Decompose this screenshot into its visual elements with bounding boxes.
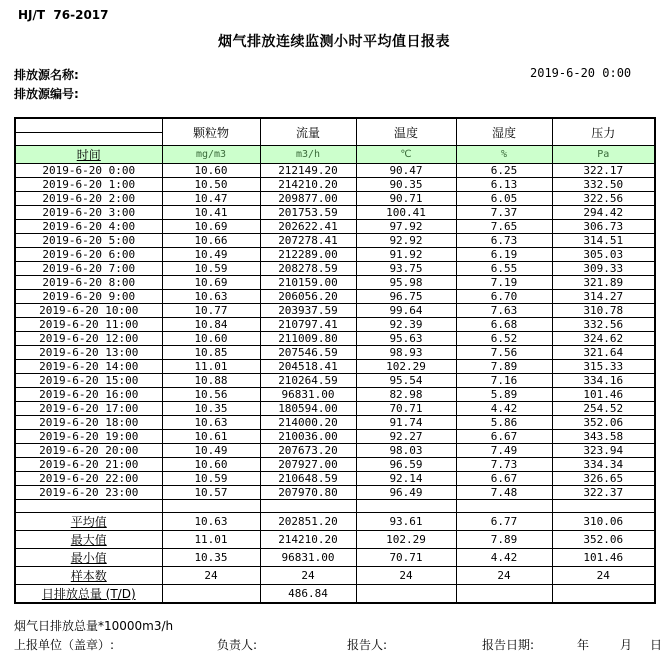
- time-cell: 2019-6-20 12:00: [15, 332, 162, 346]
- report-date-label: 报告日期:: [482, 638, 535, 652]
- hour-rows: [15, 164, 655, 500]
- total-emission-note: 烟气日排放总量*10000m3/h: [14, 619, 174, 633]
- value-cell: 201753.59: [260, 206, 356, 220]
- value-cell: 102.29: [356, 360, 456, 374]
- time-cell: 2019-6-20 2:00: [15, 192, 162, 206]
- value-cell: 10.84: [162, 318, 260, 332]
- value-cell: 10.69: [162, 276, 260, 290]
- column-header-temperature: 温度: [356, 118, 456, 146]
- responsible-person-label: 负责人:: [217, 638, 258, 652]
- column-header-row: [15, 118, 655, 146]
- report-datetime: 2019-6-20 0:00: [530, 66, 632, 80]
- summary-value: 486.84: [260, 585, 356, 604]
- value-cell: 7.89: [456, 360, 552, 374]
- value-cell: 7.48: [456, 486, 552, 500]
- year-label: 年: [577, 638, 590, 652]
- summary-value: 101.46: [552, 549, 655, 567]
- value-cell: 6.67: [456, 472, 552, 486]
- value-cell: 207927.00: [260, 458, 356, 472]
- value-cell: 180594.00: [260, 402, 356, 416]
- value-cell: 90.35: [356, 178, 456, 192]
- value-cell: 210036.00: [260, 430, 356, 444]
- value-cell: 6.52: [456, 332, 552, 346]
- value-cell: 212289.00: [260, 248, 356, 262]
- value-cell: 334.16: [552, 374, 655, 388]
- value-cell: 5.86: [456, 416, 552, 430]
- value-cell: 7.56: [456, 346, 552, 360]
- unit-pm: mg/m3: [162, 146, 260, 164]
- time-cell: 2019-6-20 23:00: [15, 486, 162, 500]
- table-row: [15, 430, 655, 444]
- value-cell: 10.69: [162, 220, 260, 234]
- table-row: [15, 276, 655, 290]
- table-row: [15, 206, 655, 220]
- value-cell: 310.78: [552, 304, 655, 318]
- page-title: 烟气排放连续监测小时平均值日报表: [218, 34, 450, 50]
- value-cell: 10.49: [162, 248, 260, 262]
- value-cell: 315.33: [552, 360, 655, 374]
- value-cell: 210159.00: [260, 276, 356, 290]
- value-cell: 324.62: [552, 332, 655, 346]
- value-cell: 10.35: [162, 402, 260, 416]
- table-row: [15, 402, 655, 416]
- value-cell: 343.58: [552, 430, 655, 444]
- table-row: [15, 416, 655, 430]
- value-cell: 95.63: [356, 332, 456, 346]
- value-cell: 208278.59: [260, 262, 356, 276]
- summary-value: 4.42: [456, 549, 552, 567]
- value-cell: 101.46: [552, 388, 655, 402]
- value-cell: 6.55: [456, 262, 552, 276]
- time-cell: 2019-6-20 3:00: [15, 206, 162, 220]
- summary-value: 93.61: [356, 513, 456, 531]
- table-row: [15, 444, 655, 458]
- value-cell: 10.56: [162, 388, 260, 402]
- table-row: [15, 220, 655, 234]
- summary-row: [15, 531, 655, 549]
- value-cell: 202622.41: [260, 220, 356, 234]
- value-cell: 7.65: [456, 220, 552, 234]
- value-cell: 100.41: [356, 206, 456, 220]
- time-cell: 2019-6-20 15:00: [15, 374, 162, 388]
- value-cell: 314.27: [552, 290, 655, 304]
- value-cell: 204518.41: [260, 360, 356, 374]
- value-cell: 322.17: [552, 164, 655, 178]
- unit-flow: m3/h: [260, 146, 356, 164]
- summary-label: 日排放总量 (T/D): [15, 585, 162, 604]
- value-cell: 98.03: [356, 444, 456, 458]
- value-cell: 305.03: [552, 248, 655, 262]
- value-cell: 214000.20: [260, 416, 356, 430]
- time-cell: 2019-6-20 5:00: [15, 234, 162, 248]
- time-cell: 2019-6-20 22:00: [15, 472, 162, 486]
- summary-value: 10.63: [162, 513, 260, 531]
- time-cell: 2019-6-20 11:00: [15, 318, 162, 332]
- time-header-blank: [15, 118, 162, 146]
- value-cell: 10.77: [162, 304, 260, 318]
- value-cell: 10.63: [162, 290, 260, 304]
- summary-row: [15, 567, 655, 585]
- value-cell: 332.50: [552, 178, 655, 192]
- value-cell: 82.98: [356, 388, 456, 402]
- value-cell: 70.71: [356, 402, 456, 416]
- month-label: 月: [620, 638, 633, 652]
- value-cell: 11.01: [162, 360, 260, 374]
- value-cell: 352.06: [552, 416, 655, 430]
- summary-value: 214210.20: [260, 531, 356, 549]
- unit-temperature: ℃: [356, 146, 456, 164]
- value-cell: 207970.80: [260, 486, 356, 500]
- summary-value: [456, 585, 552, 604]
- value-cell: 92.39: [356, 318, 456, 332]
- table-row: [15, 318, 655, 332]
- value-cell: 7.63: [456, 304, 552, 318]
- value-cell: 210797.41: [260, 318, 356, 332]
- value-cell: 210648.59: [260, 472, 356, 486]
- table-row: [15, 332, 655, 346]
- summary-value: 10.35: [162, 549, 260, 567]
- value-cell: 211009.80: [260, 332, 356, 346]
- table-row: [15, 458, 655, 472]
- summary-row: [15, 513, 655, 531]
- value-cell: 10.41: [162, 206, 260, 220]
- empty-row: [15, 500, 655, 513]
- summary-value: [356, 585, 456, 604]
- summary-value: 352.06: [552, 531, 655, 549]
- table-row: [15, 360, 655, 374]
- table-row: [15, 234, 655, 248]
- summary-value: 24: [162, 567, 260, 585]
- value-cell: 7.16: [456, 374, 552, 388]
- time-cell: 2019-6-20 7:00: [15, 262, 162, 276]
- summary-value: 24: [260, 567, 356, 585]
- value-cell: 6.70: [456, 290, 552, 304]
- time-cell: 2019-6-20 9:00: [15, 290, 162, 304]
- column-header-humidity: 湿度: [456, 118, 552, 146]
- summary-value: 6.77: [456, 513, 552, 531]
- summary-value: [552, 585, 655, 604]
- value-cell: 6.19: [456, 248, 552, 262]
- summary-value: 24: [456, 567, 552, 585]
- value-cell: 96.75: [356, 290, 456, 304]
- time-cell: 2019-6-20 8:00: [15, 276, 162, 290]
- value-cell: 321.64: [552, 346, 655, 360]
- time-cell: 2019-6-20 18:00: [15, 416, 162, 430]
- value-cell: 6.67: [456, 430, 552, 444]
- value-cell: 6.68: [456, 318, 552, 332]
- value-cell: 10.63: [162, 416, 260, 430]
- value-cell: 95.98: [356, 276, 456, 290]
- value-cell: 98.93: [356, 346, 456, 360]
- summary-value: 202851.20: [260, 513, 356, 531]
- value-cell: 90.47: [356, 164, 456, 178]
- column-header-pressure: 压力: [552, 118, 655, 146]
- value-cell: 6.05: [456, 192, 552, 206]
- spacer-body: [15, 500, 655, 513]
- value-cell: 97.92: [356, 220, 456, 234]
- reporter-label: 报告人:: [347, 638, 388, 652]
- table-row: [15, 262, 655, 276]
- value-cell: 207278.41: [260, 234, 356, 248]
- value-cell: 309.33: [552, 262, 655, 276]
- time-cell: 2019-6-20 21:00: [15, 458, 162, 472]
- value-cell: 10.60: [162, 332, 260, 346]
- header-divider: [16, 132, 162, 133]
- summary-rows: [15, 513, 655, 604]
- table-row: [15, 486, 655, 500]
- value-cell: 92.27: [356, 430, 456, 444]
- value-cell: 4.42: [456, 402, 552, 416]
- value-cell: 91.92: [356, 248, 456, 262]
- value-cell: 7.37: [456, 206, 552, 220]
- value-cell: 7.19: [456, 276, 552, 290]
- value-cell: 10.66: [162, 234, 260, 248]
- value-cell: 91.74: [356, 416, 456, 430]
- value-cell: 10.60: [162, 164, 260, 178]
- value-cell: 326.65: [552, 472, 655, 486]
- value-cell: 10.50: [162, 178, 260, 192]
- value-cell: 321.89: [552, 276, 655, 290]
- value-cell: 99.64: [356, 304, 456, 318]
- value-cell: 332.56: [552, 318, 655, 332]
- value-cell: 294.42: [552, 206, 655, 220]
- value-cell: 10.88: [162, 374, 260, 388]
- table-row: [15, 304, 655, 318]
- time-cell: 2019-6-20 6:00: [15, 248, 162, 262]
- value-cell: 314.51: [552, 234, 655, 248]
- summary-label: 平均值: [15, 513, 162, 531]
- value-cell: 214210.20: [260, 178, 356, 192]
- value-cell: 96831.00: [260, 388, 356, 402]
- monitoring-table: [14, 117, 656, 604]
- table-row: [15, 388, 655, 402]
- table-row: [15, 192, 655, 206]
- table-row: [15, 290, 655, 304]
- standard-number: HJ/T 76-2017: [18, 8, 109, 22]
- unit-humidity: %: [456, 146, 552, 164]
- column-header-flow: 流量: [260, 118, 356, 146]
- value-cell: 6.25: [456, 164, 552, 178]
- summary-value: 96831.00: [260, 549, 356, 567]
- value-cell: 306.73: [552, 220, 655, 234]
- value-cell: 10.85: [162, 346, 260, 360]
- summary-value: 24: [356, 567, 456, 585]
- value-cell: 6.13: [456, 178, 552, 192]
- value-cell: 7.49: [456, 444, 552, 458]
- value-cell: 10.59: [162, 262, 260, 276]
- value-cell: 212149.20: [260, 164, 356, 178]
- summary-label: 样本数: [15, 567, 162, 585]
- time-cell: 2019-6-20 19:00: [15, 430, 162, 444]
- time-cell: 2019-6-20 20:00: [15, 444, 162, 458]
- units-header-row: [15, 146, 655, 164]
- value-cell: 90.71: [356, 192, 456, 206]
- summary-value: [162, 585, 260, 604]
- value-cell: 92.14: [356, 472, 456, 486]
- unit-pressure: Pa: [552, 146, 655, 164]
- value-cell: 95.54: [356, 374, 456, 388]
- value-cell: 207546.59: [260, 346, 356, 360]
- value-cell: 206056.20: [260, 290, 356, 304]
- value-cell: 334.34: [552, 458, 655, 472]
- value-cell: 96.49: [356, 486, 456, 500]
- value-cell: 209877.00: [260, 192, 356, 206]
- column-header-pm: 颗粒物: [162, 118, 260, 146]
- time-cell: 2019-6-20 16:00: [15, 388, 162, 402]
- reporting-unit-label: 上报单位（盖章）:: [14, 638, 115, 652]
- summary-row: [15, 585, 655, 604]
- signature-line: [0, 636, 668, 652]
- time-cell: 2019-6-20 17:00: [15, 402, 162, 416]
- table-row: [15, 248, 655, 262]
- value-cell: 96.59: [356, 458, 456, 472]
- time-cell: 2019-6-20 10:00: [15, 304, 162, 318]
- source-code-label: 排放源编号:: [14, 87, 79, 101]
- value-cell: 6.73: [456, 234, 552, 248]
- value-cell: 10.60: [162, 458, 260, 472]
- time-cell: 2019-6-20 1:00: [15, 178, 162, 192]
- summary-value: 102.29: [356, 531, 456, 549]
- source-name-label: 排放源名称:: [14, 68, 79, 82]
- table-row: [15, 374, 655, 388]
- table-row: [15, 472, 655, 486]
- value-cell: 92.92: [356, 234, 456, 248]
- table-row: [15, 346, 655, 360]
- value-cell: 210264.59: [260, 374, 356, 388]
- value-cell: 7.73: [456, 458, 552, 472]
- time-cell: 2019-6-20 14:00: [15, 360, 162, 374]
- value-cell: 207673.20: [260, 444, 356, 458]
- summary-value: 11.01: [162, 531, 260, 549]
- summary-label: 最小值: [15, 549, 162, 567]
- value-cell: 322.56: [552, 192, 655, 206]
- value-cell: 322.37: [552, 486, 655, 500]
- value-cell: 254.52: [552, 402, 655, 416]
- value-cell: 5.89: [456, 388, 552, 402]
- summary-label: 最大值: [15, 531, 162, 549]
- day-label: 日: [650, 638, 663, 652]
- value-cell: 10.47: [162, 192, 260, 206]
- summary-value: 70.71: [356, 549, 456, 567]
- summary-row: [15, 549, 655, 567]
- summary-value: 24: [552, 567, 655, 585]
- time-cell: 2019-6-20 4:00: [15, 220, 162, 234]
- summary-value: 310.06: [552, 513, 655, 531]
- summary-value: 7.89: [456, 531, 552, 549]
- value-cell: 203937.59: [260, 304, 356, 318]
- time-cell: 2019-6-20 13:00: [15, 346, 162, 360]
- time-cell: 2019-6-20 0:00: [15, 164, 162, 178]
- value-cell: 10.57: [162, 486, 260, 500]
- table-row: [15, 178, 655, 192]
- value-cell: 10.49: [162, 444, 260, 458]
- value-cell: 10.59: [162, 472, 260, 486]
- value-cell: 93.75: [356, 262, 456, 276]
- value-cell: 10.61: [162, 430, 260, 444]
- table-row: [15, 164, 655, 178]
- time-column-header: 时间: [15, 146, 162, 164]
- value-cell: 323.94: [552, 444, 655, 458]
